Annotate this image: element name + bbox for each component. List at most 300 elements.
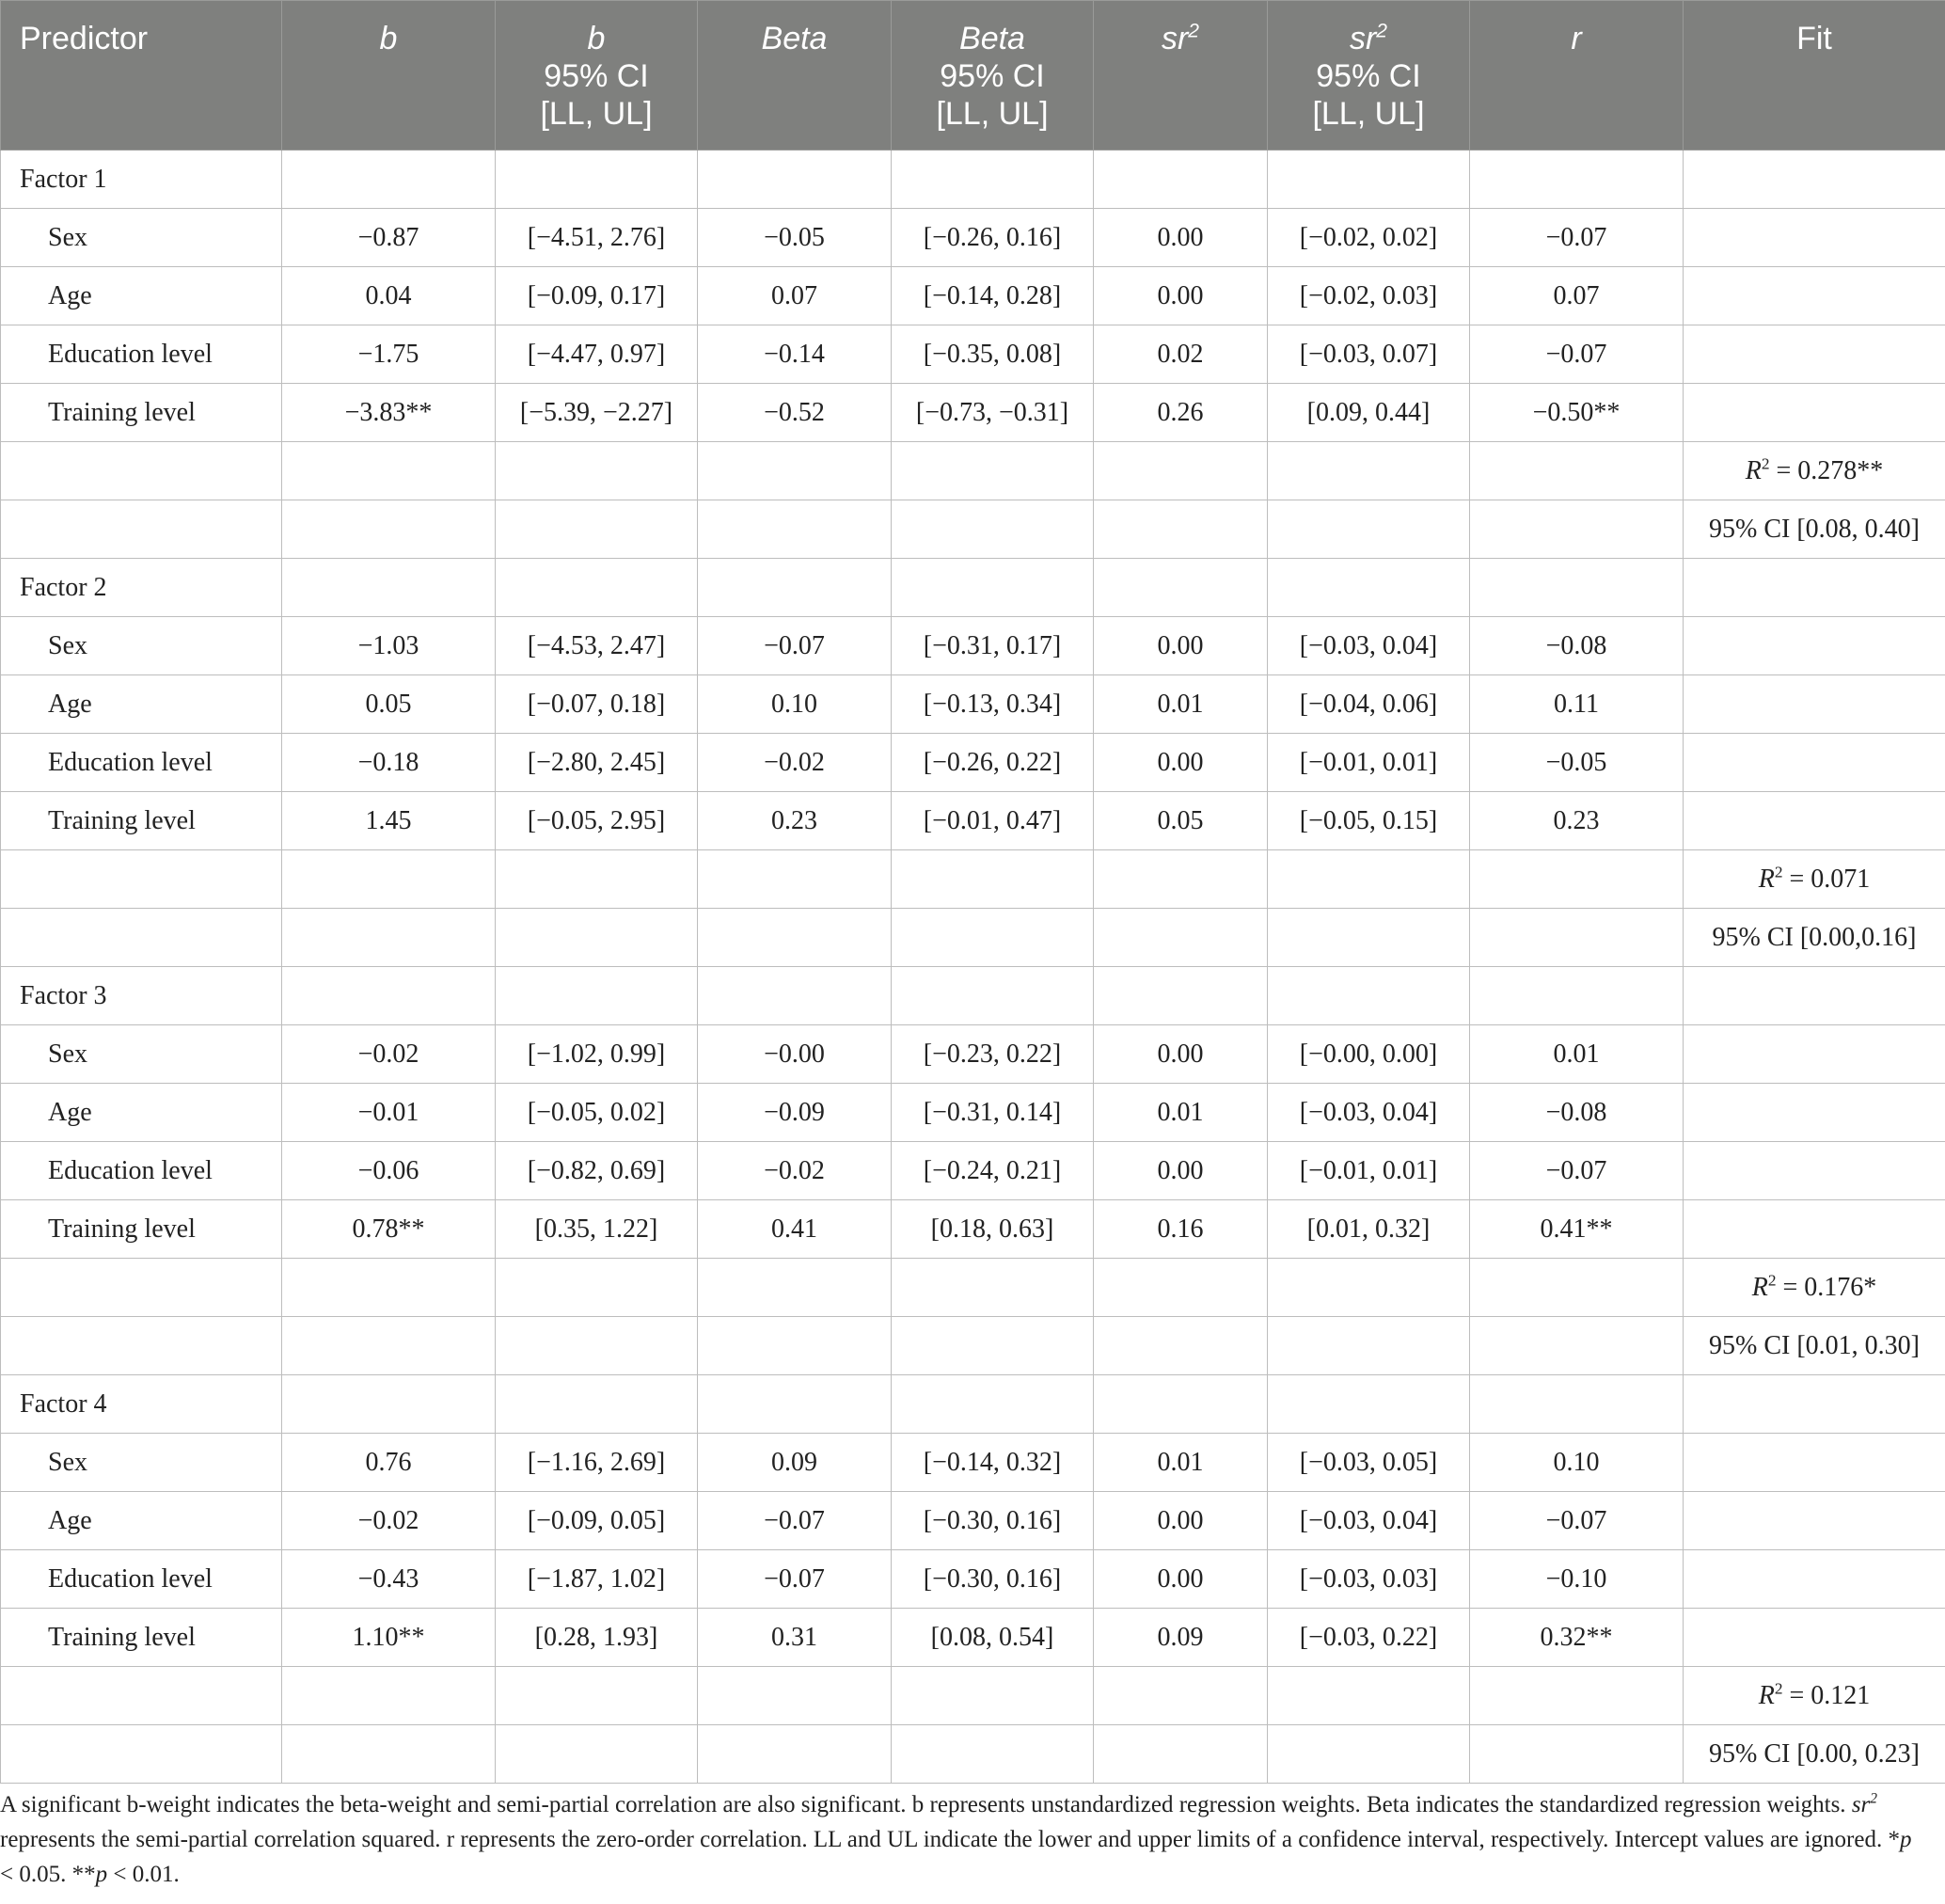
empty-cell bbox=[1268, 559, 1470, 617]
cell-b: 0.78** bbox=[282, 1200, 496, 1259]
cell-beta-ci: [−0.24, 0.21] bbox=[892, 1142, 1094, 1200]
empty-cell bbox=[1268, 442, 1470, 500]
cell-sr2: 0.00 bbox=[1094, 1142, 1268, 1200]
cell-b-ci: [−2.80, 2.45] bbox=[496, 734, 698, 792]
predictor-label: Age bbox=[1, 267, 282, 325]
table-row bbox=[1, 325, 1945, 384]
empty-cell bbox=[1684, 1142, 1945, 1200]
cell-sr2: 0.05 bbox=[1094, 792, 1268, 850]
cell-beta: −0.02 bbox=[698, 1142, 892, 1200]
fit-ci: 95% CI [0.00,0.16] bbox=[1684, 909, 1945, 967]
fit-r2 bbox=[1684, 1667, 1945, 1725]
cell-b: 0.05 bbox=[282, 675, 496, 734]
empty-cell bbox=[1684, 1375, 1945, 1434]
empty-cell bbox=[496, 151, 698, 209]
cell-beta-ci: [−0.26, 0.16] bbox=[892, 209, 1094, 267]
empty-cell bbox=[496, 1667, 698, 1725]
empty-cell bbox=[1470, 1725, 1684, 1784]
empty-cell bbox=[1470, 1667, 1684, 1725]
cell-beta: 0.41 bbox=[698, 1200, 892, 1259]
factor-label: Factor 1 bbox=[1, 151, 282, 209]
table-row bbox=[1, 1084, 1945, 1142]
cell-beta: −0.00 bbox=[698, 1025, 892, 1084]
empty-cell bbox=[1684, 267, 1945, 325]
cell-sr2: 0.00 bbox=[1094, 1025, 1268, 1084]
fit-r2-label: R bbox=[1758, 864, 1775, 894]
cell-sr2-ci: [0.01, 0.32] bbox=[1268, 1200, 1470, 1259]
cell-beta: −0.07 bbox=[698, 617, 892, 675]
cell-beta: −0.09 bbox=[698, 1084, 892, 1142]
empty-cell bbox=[892, 442, 1094, 500]
empty-cell bbox=[1684, 734, 1945, 792]
empty-cell bbox=[1094, 442, 1268, 500]
cell-b-ci: [−4.53, 2.47] bbox=[496, 617, 698, 675]
fit-r2-label: R bbox=[1758, 1680, 1775, 1710]
header-row bbox=[1, 1, 1945, 151]
empty-cell bbox=[698, 967, 892, 1025]
cell-r: −0.07 bbox=[1470, 209, 1684, 267]
cell-sr2: 0.00 bbox=[1094, 617, 1268, 675]
empty-cell bbox=[1684, 1200, 1945, 1259]
cell-b-ci: [−0.05, 0.02] bbox=[496, 1084, 698, 1142]
empty-cell bbox=[282, 442, 496, 500]
cell-beta: −0.52 bbox=[698, 384, 892, 442]
table-row bbox=[1, 384, 1945, 442]
cell-r: 0.01 bbox=[1470, 1025, 1684, 1084]
empty-cell bbox=[1, 850, 282, 909]
empty-cell bbox=[1470, 909, 1684, 967]
cell-sr2: 0.01 bbox=[1094, 1434, 1268, 1492]
table-row bbox=[1, 1200, 1945, 1259]
empty-cell bbox=[496, 850, 698, 909]
empty-cell bbox=[1268, 850, 1470, 909]
cell-beta: −0.05 bbox=[698, 209, 892, 267]
empty-cell bbox=[1, 500, 282, 559]
predictor-label: Training level bbox=[1, 384, 282, 442]
empty-cell bbox=[892, 151, 1094, 209]
cell-r: −0.07 bbox=[1470, 1142, 1684, 1200]
cell-beta-ci: [−0.14, 0.32] bbox=[892, 1434, 1094, 1492]
empty-cell bbox=[1268, 1667, 1470, 1725]
table-row bbox=[1, 267, 1945, 325]
cell-sr2-ci: [−0.03, 0.22] bbox=[1268, 1609, 1470, 1667]
predictor-label: Education level bbox=[1, 1550, 282, 1609]
empty-cell bbox=[698, 850, 892, 909]
table-row bbox=[1, 617, 1945, 675]
empty-cell bbox=[1470, 967, 1684, 1025]
fit-ci: 95% CI [0.00, 0.23] bbox=[1684, 1725, 1945, 1784]
empty-cell bbox=[496, 442, 698, 500]
header-beta-ci: Beta 95% CI [LL, UL] bbox=[892, 1, 1094, 151]
empty-cell bbox=[1268, 1317, 1470, 1375]
fit-r2 bbox=[1684, 850, 1945, 909]
cell-b: −0.18 bbox=[282, 734, 496, 792]
fit-r2-row bbox=[1, 1259, 1945, 1317]
empty-cell bbox=[1268, 1375, 1470, 1434]
fit-r2-row bbox=[1, 442, 1945, 500]
cell-beta: 0.07 bbox=[698, 267, 892, 325]
empty-cell bbox=[496, 967, 698, 1025]
cell-sr2-ci: [−0.03, 0.05] bbox=[1268, 1434, 1470, 1492]
cell-b-ci: [0.28, 1.93] bbox=[496, 1609, 698, 1667]
empty-cell bbox=[1094, 1317, 1268, 1375]
empty-cell bbox=[1470, 1259, 1684, 1317]
empty-cell bbox=[892, 559, 1094, 617]
cell-r: 0.41** bbox=[1470, 1200, 1684, 1259]
empty-cell bbox=[1684, 151, 1945, 209]
empty-cell bbox=[496, 1259, 698, 1317]
empty-cell bbox=[1094, 500, 1268, 559]
cell-beta-ci: [−0.73, −0.31] bbox=[892, 384, 1094, 442]
empty-cell bbox=[892, 967, 1094, 1025]
empty-cell bbox=[282, 500, 496, 559]
empty-cell bbox=[892, 1317, 1094, 1375]
empty-cell bbox=[1684, 384, 1945, 442]
empty-cell bbox=[282, 850, 496, 909]
cell-sr2: 0.01 bbox=[1094, 1084, 1268, 1142]
empty-cell bbox=[698, 500, 892, 559]
empty-cell bbox=[1470, 151, 1684, 209]
cell-b: 0.04 bbox=[282, 267, 496, 325]
empty-cell bbox=[892, 850, 1094, 909]
cell-sr2: 0.00 bbox=[1094, 1550, 1268, 1609]
empty-cell bbox=[1, 1317, 282, 1375]
empty-cell bbox=[282, 1259, 496, 1317]
cell-r: −0.07 bbox=[1470, 1492, 1684, 1550]
header-fit: Fit bbox=[1684, 1, 1945, 151]
fit-r2 bbox=[1684, 442, 1945, 500]
factor-heading-row bbox=[1, 1375, 1945, 1434]
header-b: b bbox=[282, 1, 496, 151]
empty-cell bbox=[1470, 1317, 1684, 1375]
empty-cell bbox=[1268, 909, 1470, 967]
cell-r: −0.08 bbox=[1470, 617, 1684, 675]
cell-b: −1.03 bbox=[282, 617, 496, 675]
empty-cell bbox=[282, 1317, 496, 1375]
cell-beta-ci: [−0.26, 0.22] bbox=[892, 734, 1094, 792]
empty-cell bbox=[1094, 967, 1268, 1025]
cell-sr2: 0.01 bbox=[1094, 675, 1268, 734]
empty-cell bbox=[1268, 151, 1470, 209]
table-body bbox=[1, 151, 1945, 1784]
cell-sr2-ci: [−0.05, 0.15] bbox=[1268, 792, 1470, 850]
cell-sr2: 0.26 bbox=[1094, 384, 1268, 442]
predictor-label: Education level bbox=[1, 734, 282, 792]
empty-cell bbox=[1684, 1084, 1945, 1142]
empty-cell bbox=[892, 500, 1094, 559]
factor-heading-row bbox=[1, 967, 1945, 1025]
cell-beta: −0.07 bbox=[698, 1550, 892, 1609]
empty-cell bbox=[698, 151, 892, 209]
predictor-label: Training level bbox=[1, 1609, 282, 1667]
empty-cell bbox=[892, 909, 1094, 967]
factor-heading-row bbox=[1, 151, 1945, 209]
cell-sr2-ci: [−0.01, 0.01] bbox=[1268, 734, 1470, 792]
fit-r2-sup: 2 bbox=[1761, 454, 1770, 473]
cell-sr2: 0.00 bbox=[1094, 209, 1268, 267]
empty-cell bbox=[1684, 1434, 1945, 1492]
cell-sr2: 0.00 bbox=[1094, 267, 1268, 325]
empty-cell bbox=[496, 559, 698, 617]
empty-cell bbox=[1684, 675, 1945, 734]
predictor-label: Sex bbox=[1, 1434, 282, 1492]
empty-cell bbox=[282, 559, 496, 617]
empty-cell bbox=[698, 909, 892, 967]
fit-r2-label: R bbox=[1745, 455, 1762, 485]
empty-cell bbox=[698, 559, 892, 617]
fit-ci-row bbox=[1, 1317, 1945, 1375]
cell-sr2-ci: [−0.04, 0.06] bbox=[1268, 675, 1470, 734]
fit-r2-label: R bbox=[1751, 1272, 1768, 1302]
table-row bbox=[1, 1550, 1945, 1609]
empty-cell bbox=[1094, 1667, 1268, 1725]
cell-sr2: 0.02 bbox=[1094, 325, 1268, 384]
empty-cell bbox=[282, 1667, 496, 1725]
cell-b-ci: [−1.02, 0.99] bbox=[496, 1025, 698, 1084]
cell-beta: −0.07 bbox=[698, 1492, 892, 1550]
empty-cell bbox=[1684, 559, 1945, 617]
cell-b-ci: [−0.82, 0.69] bbox=[496, 1142, 698, 1200]
empty-cell bbox=[1684, 1025, 1945, 1084]
fit-ci-row bbox=[1, 1725, 1945, 1784]
fit-ci: 95% CI [0.01, 0.30] bbox=[1684, 1317, 1945, 1375]
predictor-label: Sex bbox=[1, 617, 282, 675]
fit-r2-sup: 2 bbox=[1774, 1679, 1783, 1698]
cell-sr2-ci: [−0.03, 0.07] bbox=[1268, 325, 1470, 384]
cell-sr2-ci: [−0.03, 0.04] bbox=[1268, 617, 1470, 675]
fit-r2-value: = 0.176* bbox=[1776, 1272, 1877, 1302]
cell-beta-ci: [−0.30, 0.16] bbox=[892, 1550, 1094, 1609]
cell-b-ci: [−1.87, 1.02] bbox=[496, 1550, 698, 1609]
empty-cell bbox=[1268, 1725, 1470, 1784]
cell-b: 1.10** bbox=[282, 1609, 496, 1667]
cell-r: −0.10 bbox=[1470, 1550, 1684, 1609]
table-row bbox=[1, 1025, 1945, 1084]
empty-cell bbox=[1268, 1259, 1470, 1317]
cell-sr2: 0.00 bbox=[1094, 734, 1268, 792]
factor-label: Factor 2 bbox=[1, 559, 282, 617]
cell-r: 0.10 bbox=[1470, 1434, 1684, 1492]
cell-beta-ci: [−0.30, 0.16] bbox=[892, 1492, 1094, 1550]
empty-cell bbox=[1094, 1725, 1268, 1784]
empty-cell bbox=[1470, 559, 1684, 617]
fit-r2-row bbox=[1, 1667, 1945, 1725]
empty-cell bbox=[1684, 617, 1945, 675]
table-row bbox=[1, 675, 1945, 734]
cell-beta-ci: [−0.35, 0.08] bbox=[892, 325, 1094, 384]
empty-cell bbox=[1, 442, 282, 500]
empty-cell bbox=[1, 909, 282, 967]
fit-r2-sup: 2 bbox=[1774, 863, 1783, 881]
empty-cell bbox=[496, 1317, 698, 1375]
cell-beta-ci: [−0.01, 0.47] bbox=[892, 792, 1094, 850]
table-row bbox=[1, 209, 1945, 267]
cell-b-ci: [−0.09, 0.05] bbox=[496, 1492, 698, 1550]
cell-beta-ci: [−0.14, 0.28] bbox=[892, 267, 1094, 325]
cell-sr2: 0.09 bbox=[1094, 1609, 1268, 1667]
cell-sr2: 0.16 bbox=[1094, 1200, 1268, 1259]
empty-cell bbox=[1094, 850, 1268, 909]
cell-r: 0.32** bbox=[1470, 1609, 1684, 1667]
cell-r: −0.07 bbox=[1470, 325, 1684, 384]
factor-label: Factor 3 bbox=[1, 967, 282, 1025]
cell-sr2-ci: [−0.00, 0.00] bbox=[1268, 1025, 1470, 1084]
cell-beta-ci: [−0.23, 0.22] bbox=[892, 1025, 1094, 1084]
cell-b: −1.75 bbox=[282, 325, 496, 384]
empty-cell bbox=[1094, 909, 1268, 967]
cell-sr2: 0.00 bbox=[1094, 1492, 1268, 1550]
empty-cell bbox=[1094, 1259, 1268, 1317]
empty-cell bbox=[1684, 1550, 1945, 1609]
cell-b-ci: [−0.07, 0.18] bbox=[496, 675, 698, 734]
cell-sr2-ci: [−0.03, 0.04] bbox=[1268, 1492, 1470, 1550]
empty-cell bbox=[496, 909, 698, 967]
cell-b: −0.43 bbox=[282, 1550, 496, 1609]
fit-r2-value: = 0.071 bbox=[1782, 864, 1871, 894]
cell-sr2-ci: [−0.01, 0.01] bbox=[1268, 1142, 1470, 1200]
empty-cell bbox=[1684, 1609, 1945, 1667]
fit-r2-row bbox=[1, 850, 1945, 909]
empty-cell bbox=[698, 1259, 892, 1317]
cell-b: 0.76 bbox=[282, 1434, 496, 1492]
cell-beta-ci: [−0.31, 0.14] bbox=[892, 1084, 1094, 1142]
empty-cell bbox=[1684, 792, 1945, 850]
cell-beta-ci: [−0.31, 0.17] bbox=[892, 617, 1094, 675]
empty-cell bbox=[1684, 967, 1945, 1025]
cell-beta: 0.31 bbox=[698, 1609, 892, 1667]
predictor-label: Age bbox=[1, 675, 282, 734]
empty-cell bbox=[1094, 1375, 1268, 1434]
empty-cell bbox=[1684, 1492, 1945, 1550]
empty-cell bbox=[1470, 850, 1684, 909]
empty-cell bbox=[1094, 559, 1268, 617]
table-row bbox=[1, 1492, 1945, 1550]
empty-cell bbox=[1094, 151, 1268, 209]
cell-beta-ci: [0.08, 0.54] bbox=[892, 1609, 1094, 1667]
fit-r2 bbox=[1684, 1259, 1945, 1317]
fit-r2-sup: 2 bbox=[1767, 1271, 1777, 1290]
header-predictor: Predictor bbox=[1, 1, 282, 151]
factor-label: Factor 4 bbox=[1, 1375, 282, 1434]
fit-ci: 95% CI [0.08, 0.40] bbox=[1684, 500, 1945, 559]
cell-b: −3.83** bbox=[282, 384, 496, 442]
predictor-label: Age bbox=[1, 1492, 282, 1550]
empty-cell bbox=[1470, 1375, 1684, 1434]
cell-r: −0.08 bbox=[1470, 1084, 1684, 1142]
empty-cell bbox=[892, 1667, 1094, 1725]
empty-cell bbox=[698, 1317, 892, 1375]
empty-cell bbox=[1, 1725, 282, 1784]
cell-b: −0.02 bbox=[282, 1025, 496, 1084]
cell-b-ci: [−4.47, 0.97] bbox=[496, 325, 698, 384]
predictor-label: Training level bbox=[1, 792, 282, 850]
empty-cell bbox=[1268, 500, 1470, 559]
table-row bbox=[1, 1609, 1945, 1667]
cell-sr2-ci: [−0.02, 0.03] bbox=[1268, 267, 1470, 325]
header-sr2: $sr^2$ bbox=[1094, 1, 1268, 151]
empty-cell bbox=[892, 1259, 1094, 1317]
table-row bbox=[1, 734, 1945, 792]
empty-cell bbox=[282, 1725, 496, 1784]
cell-b: −0.01 bbox=[282, 1084, 496, 1142]
cell-beta-ci: [0.18, 0.63] bbox=[892, 1200, 1094, 1259]
empty-cell bbox=[1, 1259, 282, 1317]
empty-cell bbox=[496, 500, 698, 559]
cell-beta: −0.14 bbox=[698, 325, 892, 384]
header-beta: Beta bbox=[698, 1, 892, 151]
empty-cell bbox=[1684, 209, 1945, 267]
factor-heading-row bbox=[1, 559, 1945, 617]
predictor-label: Education level bbox=[1, 1142, 282, 1200]
empty-cell bbox=[1, 1667, 282, 1725]
cell-b: 1.45 bbox=[282, 792, 496, 850]
empty-cell bbox=[1470, 500, 1684, 559]
cell-b-ci: [−4.51, 2.76] bbox=[496, 209, 698, 267]
empty-cell bbox=[282, 967, 496, 1025]
empty-cell bbox=[1470, 442, 1684, 500]
cell-b-ci: [−0.05, 2.95] bbox=[496, 792, 698, 850]
predictor-label: Sex bbox=[1, 209, 282, 267]
empty-cell bbox=[892, 1725, 1094, 1784]
table-row bbox=[1, 792, 1945, 850]
cell-b-ci: [−5.39, −2.27] bbox=[496, 384, 698, 442]
fit-r2-value: = 0.278** bbox=[1769, 455, 1884, 485]
table-row bbox=[1, 1142, 1945, 1200]
cell-r: −0.05 bbox=[1470, 734, 1684, 792]
cell-sr2-ci: [−0.02, 0.02] bbox=[1268, 209, 1470, 267]
empty-cell bbox=[496, 1725, 698, 1784]
cell-sr2-ci: [−0.03, 0.04] bbox=[1268, 1084, 1470, 1142]
cell-beta-ci: [−0.13, 0.34] bbox=[892, 675, 1094, 734]
cell-b-ci: [−0.09, 0.17] bbox=[496, 267, 698, 325]
cell-r: 0.11 bbox=[1470, 675, 1684, 734]
header-b-ci: b 95% CI [LL, UL] bbox=[496, 1, 698, 151]
empty-cell bbox=[698, 1375, 892, 1434]
cell-b: −0.87 bbox=[282, 209, 496, 267]
predictor-label: Sex bbox=[1, 1025, 282, 1084]
predictor-label: Training level bbox=[1, 1200, 282, 1259]
cell-b-ci: [−1.16, 2.69] bbox=[496, 1434, 698, 1492]
cell-b: −0.06 bbox=[282, 1142, 496, 1200]
empty-cell bbox=[496, 1375, 698, 1434]
cell-sr2-ci: [0.09, 0.44] bbox=[1268, 384, 1470, 442]
empty-cell bbox=[1268, 967, 1470, 1025]
cell-r: −0.50** bbox=[1470, 384, 1684, 442]
cell-sr2-ci: [−0.03, 0.03] bbox=[1268, 1550, 1470, 1609]
cell-r: 0.07 bbox=[1470, 267, 1684, 325]
predictor-label: Age bbox=[1, 1084, 282, 1142]
empty-cell bbox=[698, 1725, 892, 1784]
empty-cell bbox=[892, 1375, 1094, 1434]
fit-ci-row bbox=[1, 500, 1945, 559]
empty-cell bbox=[282, 909, 496, 967]
header-r: r bbox=[1470, 1, 1684, 151]
empty-cell bbox=[698, 442, 892, 500]
table-row bbox=[1, 1434, 1945, 1492]
cell-beta: −0.02 bbox=[698, 734, 892, 792]
predictor-label: Education level bbox=[1, 325, 282, 384]
fit-r2-value: = 0.121 bbox=[1782, 1680, 1871, 1710]
table-footnote: A significant b-weight indicates the beta-weight and semi-partial correlation are also significant. b represents unstandardized regression weights. Beta indicates the standardized regression weights. $sr^2$ represents the semi-partial correlation squared. r represents the zero-order correlation. LL and UL indicate the lower and upper limits of a confidence interval, respectively. Intercept values are ignored. *p < 0.05. **p < 0.01. bbox=[0, 1790, 1912, 1887]
cell-beta: 0.10 bbox=[698, 675, 892, 734]
cell-beta: 0.09 bbox=[698, 1434, 892, 1492]
empty-cell bbox=[282, 1375, 496, 1434]
fit-ci-row bbox=[1, 909, 1945, 967]
cell-r: 0.23 bbox=[1470, 792, 1684, 850]
empty-cell bbox=[282, 151, 496, 209]
empty-cell bbox=[1684, 325, 1945, 384]
empty-cell bbox=[698, 1667, 892, 1725]
